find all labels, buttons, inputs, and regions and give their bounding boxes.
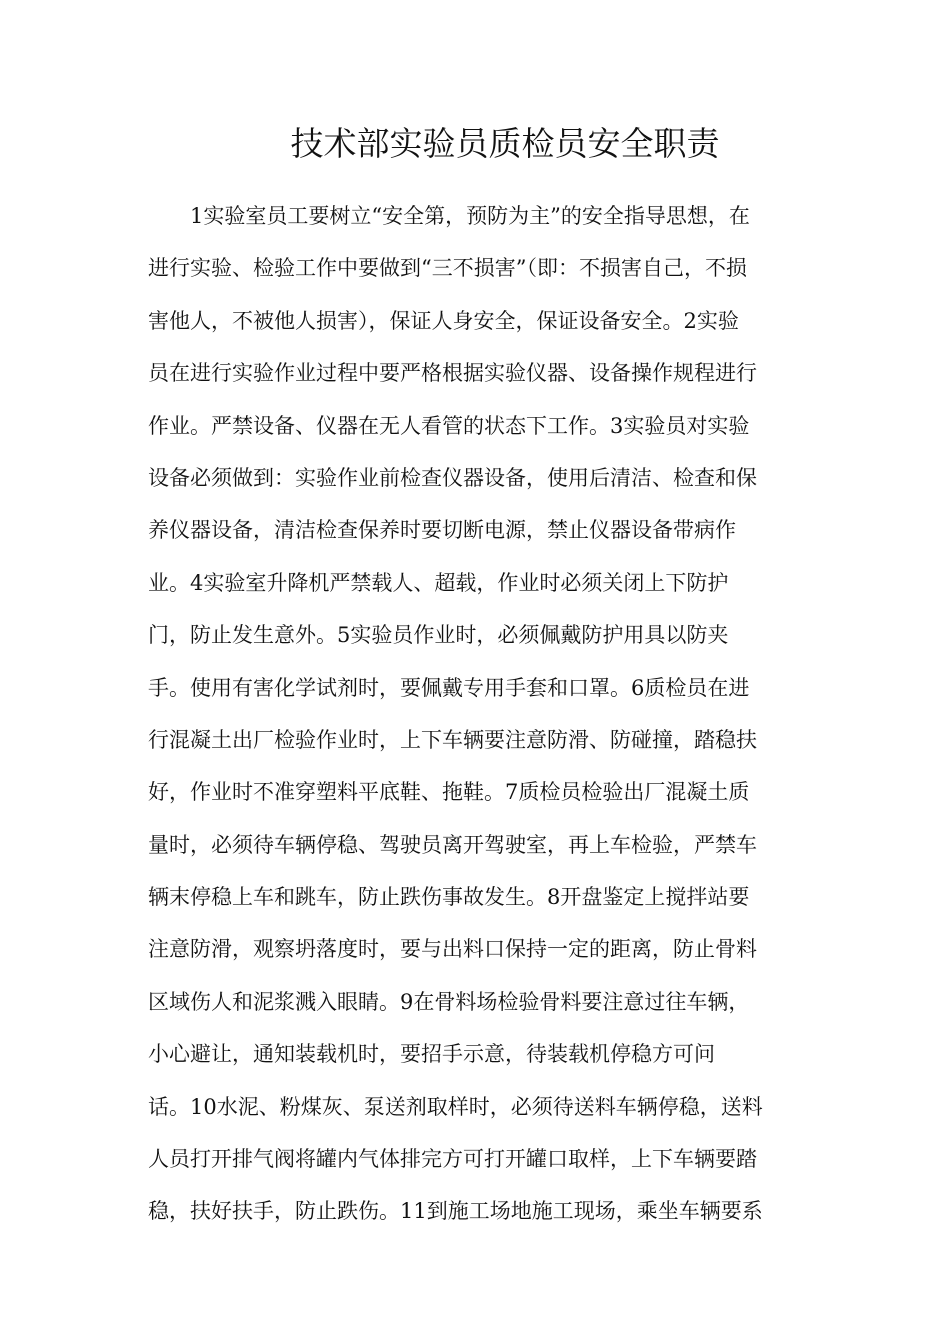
body-line-8: 业。4实验室升降机严禁载人、超载，作业时必须关闭上下防护 [148,570,729,595]
body-line-7: 养仪器设备，清洁检查保养时要切断电源，禁止仪器设备带病作 [148,518,736,543]
body-line-14: 辆末停稳上车和跳车，防止跌伤事故发生。8开盘鉴定上搅拌站要 [148,885,750,910]
body-line-18: 话。10水泥、粉煤灰、泵送剂取样时，必须待送料车辆停稳，送料 [148,1094,763,1119]
body-line-2: 进行实验、检验工作中要做到“三不损害”（即：不损害自己，不损 [148,256,747,281]
document-body [148,190,808,1238]
body-line-9: 门，防止发生意外。5实验员作业时，必须佩戴防护用具以防夹 [148,623,729,648]
document-title: 技术部实验员质检员安全职责 [290,124,720,163]
body-line-16: 区域伤人和泥浆溅入眼睛。9在骨料场检验骨料要注意过往车辆， [148,989,750,1014]
body-line-20: 稳，扶好扶手，防止跌伤。11到施工场地施工现场，乘坐车辆要系 [148,1199,763,1224]
body-line-15: 注意防滑，观察坍落度时，要与出料口保持一定的距离，防止骨料 [148,937,757,962]
body-line-17: 小心避让，通知装载机时，要招手示意，待装载机停稳方可问 [148,1042,715,1067]
body-line-19: 人员打开排气阀将罐内气体排完方可打开罐口取样，上下车辆要踏 [148,1147,757,1172]
body-line-5: 作业。严禁设备、仪器在无人看管的状态下工作。3实验员对实验 [148,413,750,438]
body-line-11: 行混凝土出厂检验作业时，上下车辆要注意防滑、防碰撞，踏稳扶 [148,727,757,752]
body-line-3: 害他人，不被他人损害），保证人身安全，保证设备安全。2实验 [148,308,739,333]
body-line-10: 手。使用有害化学试剂时，要佩戴专用手套和口罩。6质检员在进 [148,675,750,700]
body-line-6: 设备必须做到：实验作业前检查仪器设备，使用后清洁、检查和保 [148,465,757,490]
body-line-13: 量时，必须待车辆停稳、驾驶员离开驾驶室，再上车检验，严禁车 [148,832,757,857]
body-line-4: 员在进行实验作业过程中要严格根据实验仪器、设备操作规程进行 [148,361,757,386]
body-line-1: 1实验室员工要树立“安全第，预防为主”的安全指导思想，在 [190,204,750,228]
body-line-12: 好，作业时不准穿塑料平底鞋、拖鞋。7质检员检验出厂混凝土质 [148,780,750,805]
